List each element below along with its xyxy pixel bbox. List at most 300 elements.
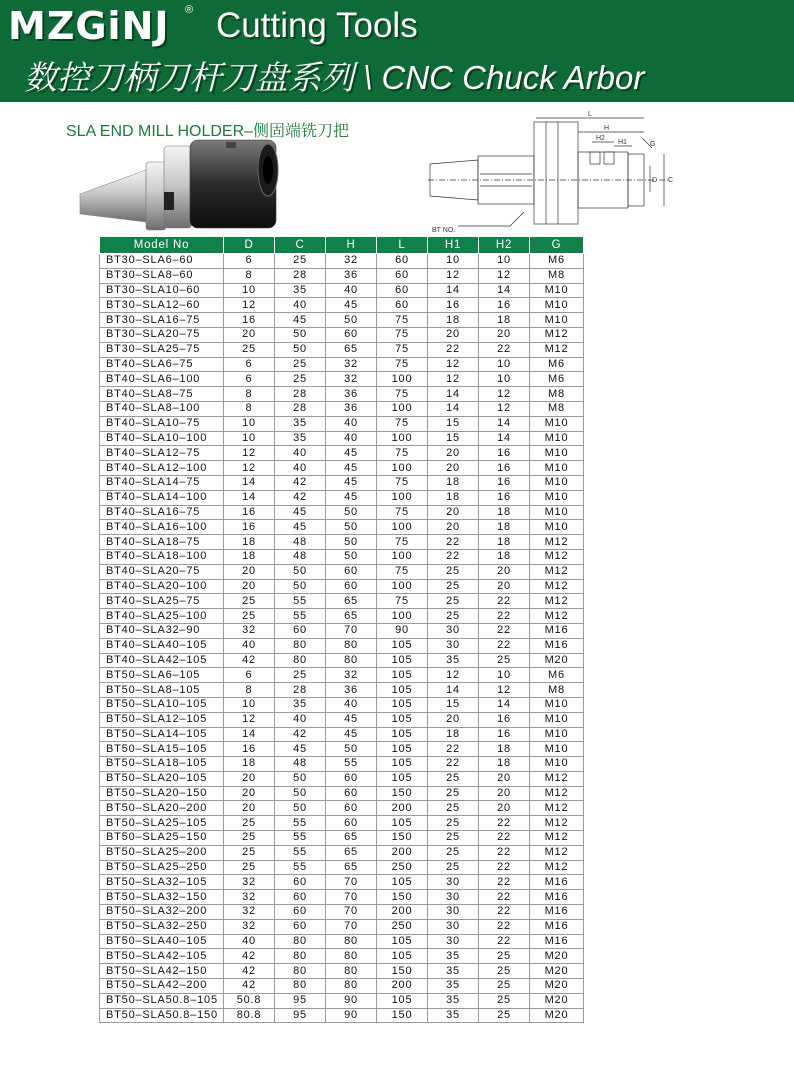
model-cell: BT50–SLA32–150 bbox=[100, 890, 224, 905]
model-cell: BT30–SLA16–75 bbox=[100, 313, 224, 328]
h2-cell: 10 bbox=[479, 668, 530, 683]
table-row bbox=[100, 993, 584, 1008]
d-cell: 20 bbox=[224, 564, 275, 579]
l-cell: 60 bbox=[377, 254, 428, 269]
g-cell: M10 bbox=[530, 697, 584, 712]
drawing-label-h1: H1 bbox=[618, 139, 627, 146]
c-cell: 35 bbox=[275, 416, 326, 431]
h1-cell: 30 bbox=[428, 638, 479, 653]
h-cell: 60 bbox=[326, 327, 377, 342]
h-cell: 36 bbox=[326, 683, 377, 698]
table-row bbox=[100, 786, 584, 801]
h1-cell: 22 bbox=[428, 742, 479, 757]
h1-cell: 20 bbox=[428, 712, 479, 727]
table-row bbox=[100, 949, 584, 964]
h2-cell: 18 bbox=[479, 520, 530, 535]
table-row bbox=[100, 742, 584, 757]
c-cell: 50 bbox=[275, 771, 326, 786]
table-row bbox=[100, 416, 584, 431]
h2-cell: 25 bbox=[479, 949, 530, 964]
g-cell: M20 bbox=[530, 1008, 584, 1023]
g-cell: M10 bbox=[530, 298, 584, 313]
l-cell: 105 bbox=[377, 816, 428, 831]
l-cell: 150 bbox=[377, 964, 428, 979]
table-row bbox=[100, 638, 584, 653]
h2-cell: 16 bbox=[479, 475, 530, 490]
model-cell: BT40–SLA10–100 bbox=[100, 431, 224, 446]
model-cell: BT40–SLA40–105 bbox=[100, 638, 224, 653]
h2-cell: 18 bbox=[479, 313, 530, 328]
h-cell: 65 bbox=[326, 609, 377, 624]
h-cell: 45 bbox=[326, 298, 377, 313]
c-cell: 25 bbox=[275, 668, 326, 683]
l-cell: 150 bbox=[377, 1008, 428, 1023]
h-cell: 80 bbox=[326, 979, 377, 994]
l-cell: 105 bbox=[377, 638, 428, 653]
g-cell: M20 bbox=[530, 964, 584, 979]
column-header-model: Model No bbox=[100, 237, 224, 254]
c-cell: 45 bbox=[275, 313, 326, 328]
h2-cell: 12 bbox=[479, 401, 530, 416]
h1-cell: 25 bbox=[428, 816, 479, 831]
h-cell: 70 bbox=[326, 890, 377, 905]
table-row bbox=[100, 609, 584, 624]
table-row bbox=[100, 431, 584, 446]
h2-cell: 22 bbox=[479, 934, 530, 949]
h-cell: 70 bbox=[326, 875, 377, 890]
c-cell: 55 bbox=[275, 816, 326, 831]
h2-cell: 20 bbox=[479, 801, 530, 816]
h-cell: 45 bbox=[326, 446, 377, 461]
l-cell: 60 bbox=[377, 283, 428, 298]
h2-cell: 18 bbox=[479, 549, 530, 564]
l-cell: 105 bbox=[377, 712, 428, 727]
h-cell: 55 bbox=[326, 757, 377, 772]
g-cell: M12 bbox=[530, 860, 584, 875]
model-cell: BT30–SLA12–60 bbox=[100, 298, 224, 313]
model-cell: BT50–SLA50.8–105 bbox=[100, 993, 224, 1008]
h-cell: 70 bbox=[326, 905, 377, 920]
d-cell: 14 bbox=[224, 490, 275, 505]
g-cell: M8 bbox=[530, 387, 584, 402]
g-cell: M16 bbox=[530, 875, 584, 890]
model-cell: BT30–SLA25–75 bbox=[100, 342, 224, 357]
model-cell: BT50–SLA10–105 bbox=[100, 697, 224, 712]
h2-cell: 14 bbox=[479, 697, 530, 712]
d-cell: 42 bbox=[224, 653, 275, 668]
h1-cell: 22 bbox=[428, 757, 479, 772]
d-cell: 25 bbox=[224, 609, 275, 624]
table-row bbox=[100, 475, 584, 490]
h1-cell: 25 bbox=[428, 609, 479, 624]
series-title: 数控刀柄刀杆刀盘系列 \ CNC Chuck Arbor bbox=[24, 59, 645, 96]
h2-cell: 10 bbox=[479, 372, 530, 387]
l-cell: 105 bbox=[377, 697, 428, 712]
h1-cell: 12 bbox=[428, 372, 479, 387]
l-cell: 105 bbox=[377, 683, 428, 698]
model-cell: BT40–SLA14–100 bbox=[100, 490, 224, 505]
product-photo bbox=[76, 136, 282, 236]
h-cell: 40 bbox=[326, 431, 377, 446]
d-cell: 8 bbox=[224, 387, 275, 402]
g-cell: M20 bbox=[530, 949, 584, 964]
h2-cell: 18 bbox=[479, 757, 530, 772]
drawing-label-h: H bbox=[604, 125, 610, 132]
g-cell: M6 bbox=[530, 254, 584, 269]
h-cell: 65 bbox=[326, 831, 377, 846]
g-cell: M20 bbox=[530, 653, 584, 668]
h-cell: 45 bbox=[326, 712, 377, 727]
l-cell: 200 bbox=[377, 905, 428, 920]
d-cell: 12 bbox=[224, 298, 275, 313]
column-header-d: D bbox=[224, 237, 275, 254]
model-cell: BT50–SLA32–250 bbox=[100, 919, 224, 934]
h2-cell: 25 bbox=[479, 979, 530, 994]
c-cell: 40 bbox=[275, 446, 326, 461]
h1-cell: 20 bbox=[428, 446, 479, 461]
l-cell: 75 bbox=[377, 416, 428, 431]
model-cell: BT40–SLA12–75 bbox=[100, 446, 224, 461]
d-cell: 32 bbox=[224, 875, 275, 890]
h1-cell: 18 bbox=[428, 475, 479, 490]
h2-cell: 25 bbox=[479, 653, 530, 668]
g-cell: M16 bbox=[530, 623, 584, 638]
d-cell: 25 bbox=[224, 831, 275, 846]
h2-cell: 22 bbox=[479, 609, 530, 624]
g-cell: M16 bbox=[530, 919, 584, 934]
g-cell: M10 bbox=[530, 742, 584, 757]
model-cell: BT50–SLA42–200 bbox=[100, 979, 224, 994]
c-cell: 50 bbox=[275, 327, 326, 342]
h2-cell: 25 bbox=[479, 993, 530, 1008]
l-cell: 75 bbox=[377, 446, 428, 461]
l-cell: 75 bbox=[377, 387, 428, 402]
g-cell: M12 bbox=[530, 801, 584, 816]
h-cell: 40 bbox=[326, 283, 377, 298]
table-row bbox=[100, 564, 584, 579]
c-cell: 42 bbox=[275, 475, 326, 490]
h2-cell: 12 bbox=[479, 387, 530, 402]
table-row bbox=[100, 831, 584, 846]
d-cell: 16 bbox=[224, 313, 275, 328]
d-cell: 50.8 bbox=[224, 993, 275, 1008]
l-cell: 105 bbox=[377, 653, 428, 668]
c-cell: 42 bbox=[275, 490, 326, 505]
c-cell: 45 bbox=[275, 520, 326, 535]
g-cell: M10 bbox=[530, 757, 584, 772]
model-cell: BT50–SLA8–105 bbox=[100, 683, 224, 698]
table-header-row bbox=[100, 237, 584, 254]
h2-cell: 22 bbox=[479, 875, 530, 890]
brand-logo: MZGiNJ bbox=[8, 4, 170, 48]
c-cell: 60 bbox=[275, 905, 326, 920]
column-header-c: C bbox=[275, 237, 326, 254]
l-cell: 75 bbox=[377, 505, 428, 520]
spec-table bbox=[99, 236, 584, 1023]
d-cell: 16 bbox=[224, 505, 275, 520]
h1-cell: 18 bbox=[428, 313, 479, 328]
d-cell: 25 bbox=[224, 594, 275, 609]
table-row bbox=[100, 979, 584, 994]
h1-cell: 25 bbox=[428, 771, 479, 786]
l-cell: 105 bbox=[377, 934, 428, 949]
h-cell: 32 bbox=[326, 668, 377, 683]
h1-cell: 12 bbox=[428, 268, 479, 283]
h-cell: 50 bbox=[326, 535, 377, 550]
h2-cell: 22 bbox=[479, 594, 530, 609]
h2-cell: 14 bbox=[479, 416, 530, 431]
h2-cell: 20 bbox=[479, 564, 530, 579]
table-row bbox=[100, 1008, 584, 1023]
h1-cell: 25 bbox=[428, 860, 479, 875]
h2-cell: 16 bbox=[479, 461, 530, 476]
l-cell: 105 bbox=[377, 993, 428, 1008]
model-cell: BT50–SLA50.8–150 bbox=[100, 1008, 224, 1023]
h2-cell: 22 bbox=[479, 638, 530, 653]
l-cell: 150 bbox=[377, 890, 428, 905]
c-cell: 50 bbox=[275, 801, 326, 816]
model-cell: BT50–SLA32–200 bbox=[100, 905, 224, 920]
table-row bbox=[100, 327, 584, 342]
g-cell: M10 bbox=[530, 520, 584, 535]
c-cell: 55 bbox=[275, 831, 326, 846]
model-cell: BT30–SLA8–60 bbox=[100, 268, 224, 283]
technical-drawing bbox=[428, 108, 690, 236]
h1-cell: 20 bbox=[428, 520, 479, 535]
l-cell: 75 bbox=[377, 313, 428, 328]
table-row bbox=[100, 520, 584, 535]
table-row bbox=[100, 668, 584, 683]
c-cell: 60 bbox=[275, 875, 326, 890]
g-cell: M12 bbox=[530, 816, 584, 831]
h1-cell: 25 bbox=[428, 831, 479, 846]
h-cell: 65 bbox=[326, 860, 377, 875]
c-cell: 60 bbox=[275, 623, 326, 638]
model-cell: BT40–SLA32–90 bbox=[100, 623, 224, 638]
h2-cell: 22 bbox=[479, 831, 530, 846]
table-row bbox=[100, 801, 584, 816]
g-cell: M6 bbox=[530, 372, 584, 387]
model-cell: BT50–SLA25–200 bbox=[100, 845, 224, 860]
h1-cell: 22 bbox=[428, 535, 479, 550]
model-cell: BT40–SLA18–75 bbox=[100, 535, 224, 550]
h-cell: 36 bbox=[326, 401, 377, 416]
h1-cell: 30 bbox=[428, 934, 479, 949]
drawing-label-c: C bbox=[668, 177, 674, 184]
model-cell: BT50–SLA25–105 bbox=[100, 816, 224, 831]
h2-cell: 10 bbox=[479, 357, 530, 372]
h-cell: 50 bbox=[326, 520, 377, 535]
c-cell: 50 bbox=[275, 564, 326, 579]
h2-cell: 20 bbox=[479, 579, 530, 594]
d-cell: 18 bbox=[224, 757, 275, 772]
h2-cell: 22 bbox=[479, 890, 530, 905]
d-cell: 25 bbox=[224, 816, 275, 831]
c-cell: 55 bbox=[275, 594, 326, 609]
table-row bbox=[100, 283, 584, 298]
l-cell: 75 bbox=[377, 564, 428, 579]
g-cell: M12 bbox=[530, 786, 584, 801]
g-cell: M10 bbox=[530, 475, 584, 490]
h2-cell: 22 bbox=[479, 905, 530, 920]
c-cell: 55 bbox=[275, 609, 326, 624]
h2-cell: 16 bbox=[479, 298, 530, 313]
h2-cell: 25 bbox=[479, 1008, 530, 1023]
h-cell: 70 bbox=[326, 623, 377, 638]
h1-cell: 10 bbox=[428, 254, 479, 269]
table-row bbox=[100, 594, 584, 609]
l-cell: 100 bbox=[377, 549, 428, 564]
model-cell: BT40–SLA8–100 bbox=[100, 401, 224, 416]
model-cell: BT50–SLA15–105 bbox=[100, 742, 224, 757]
g-cell: M12 bbox=[530, 579, 584, 594]
d-cell: 8 bbox=[224, 401, 275, 416]
h2-cell: 16 bbox=[479, 712, 530, 727]
h2-cell: 22 bbox=[479, 816, 530, 831]
h1-cell: 18 bbox=[428, 727, 479, 742]
model-cell: BT50–SLA40–105 bbox=[100, 934, 224, 949]
model-cell: BT40–SLA25–100 bbox=[100, 609, 224, 624]
g-cell: M16 bbox=[530, 890, 584, 905]
c-cell: 25 bbox=[275, 357, 326, 372]
g-cell: M10 bbox=[530, 461, 584, 476]
l-cell: 100 bbox=[377, 372, 428, 387]
h1-cell: 14 bbox=[428, 283, 479, 298]
g-cell: M10 bbox=[530, 431, 584, 446]
table-row bbox=[100, 372, 584, 387]
d-cell: 18 bbox=[224, 549, 275, 564]
c-cell: 28 bbox=[275, 401, 326, 416]
c-cell: 48 bbox=[275, 535, 326, 550]
d-cell: 42 bbox=[224, 964, 275, 979]
model-cell: BT40–SLA16–75 bbox=[100, 505, 224, 520]
h1-cell: 16 bbox=[428, 298, 479, 313]
d-cell: 16 bbox=[224, 520, 275, 535]
c-cell: 42 bbox=[275, 727, 326, 742]
h2-cell: 14 bbox=[479, 431, 530, 446]
g-cell: M10 bbox=[530, 490, 584, 505]
h1-cell: 15 bbox=[428, 416, 479, 431]
c-cell: 25 bbox=[275, 254, 326, 269]
model-cell: BT50–SLA12–105 bbox=[100, 712, 224, 727]
table-row bbox=[100, 697, 584, 712]
h-cell: 32 bbox=[326, 357, 377, 372]
h-cell: 36 bbox=[326, 387, 377, 402]
model-cell: BT40–SLA12–100 bbox=[100, 461, 224, 476]
column-header-h2: H2 bbox=[479, 237, 530, 254]
table-row bbox=[100, 816, 584, 831]
d-cell: 12 bbox=[224, 446, 275, 461]
header-banner bbox=[0, 0, 794, 102]
d-cell: 8 bbox=[224, 683, 275, 698]
l-cell: 200 bbox=[377, 801, 428, 816]
c-cell: 55 bbox=[275, 845, 326, 860]
table-row bbox=[100, 712, 584, 727]
drawing-label-bt: BT NO. bbox=[432, 227, 456, 234]
c-cell: 35 bbox=[275, 697, 326, 712]
l-cell: 105 bbox=[377, 771, 428, 786]
g-cell: M6 bbox=[530, 357, 584, 372]
c-cell: 95 bbox=[275, 1008, 326, 1023]
l-cell: 100 bbox=[377, 461, 428, 476]
l-cell: 105 bbox=[377, 757, 428, 772]
c-cell: 60 bbox=[275, 890, 326, 905]
model-cell: BT30–SLA10–60 bbox=[100, 283, 224, 298]
h1-cell: 18 bbox=[428, 490, 479, 505]
table-row bbox=[100, 905, 584, 920]
table-row bbox=[100, 683, 584, 698]
model-cell: BT50–SLA6–105 bbox=[100, 668, 224, 683]
l-cell: 75 bbox=[377, 342, 428, 357]
h1-cell: 25 bbox=[428, 564, 479, 579]
model-cell: BT50–SLA32–105 bbox=[100, 875, 224, 890]
h-cell: 90 bbox=[326, 993, 377, 1008]
model-cell: BT40–SLA6–75 bbox=[100, 357, 224, 372]
model-cell: BT50–SLA20–200 bbox=[100, 801, 224, 816]
model-cell: BT40–SLA18–100 bbox=[100, 549, 224, 564]
d-cell: 20 bbox=[224, 801, 275, 816]
c-cell: 25 bbox=[275, 372, 326, 387]
model-cell: BT40–SLA10–75 bbox=[100, 416, 224, 431]
h2-cell: 22 bbox=[479, 845, 530, 860]
h-cell: 32 bbox=[326, 254, 377, 269]
h-cell: 45 bbox=[326, 461, 377, 476]
d-cell: 40 bbox=[224, 934, 275, 949]
d-cell: 42 bbox=[224, 949, 275, 964]
l-cell: 250 bbox=[377, 860, 428, 875]
c-cell: 40 bbox=[275, 298, 326, 313]
table-row bbox=[100, 461, 584, 476]
l-cell: 105 bbox=[377, 875, 428, 890]
h1-cell: 35 bbox=[428, 653, 479, 668]
g-cell: M8 bbox=[530, 401, 584, 416]
h1-cell: 15 bbox=[428, 697, 479, 712]
h-cell: 80 bbox=[326, 653, 377, 668]
l-cell: 200 bbox=[377, 979, 428, 994]
l-cell: 200 bbox=[377, 845, 428, 860]
table-row bbox=[100, 401, 584, 416]
h1-cell: 14 bbox=[428, 401, 479, 416]
c-cell: 80 bbox=[275, 638, 326, 653]
h1-cell: 30 bbox=[428, 875, 479, 890]
h1-cell: 25 bbox=[428, 845, 479, 860]
h1-cell: 14 bbox=[428, 387, 479, 402]
d-cell: 18 bbox=[224, 535, 275, 550]
model-cell: BT40–SLA16–100 bbox=[100, 520, 224, 535]
product-title: SLA END MILL HOLDER–侧固端铣刀把 bbox=[66, 123, 350, 140]
g-cell: M12 bbox=[530, 594, 584, 609]
table-body bbox=[100, 254, 584, 1023]
h-cell: 65 bbox=[326, 594, 377, 609]
g-cell: M12 bbox=[530, 549, 584, 564]
h2-cell: 12 bbox=[479, 683, 530, 698]
h2-cell: 10 bbox=[479, 254, 530, 269]
l-cell: 75 bbox=[377, 357, 428, 372]
d-cell: 16 bbox=[224, 742, 275, 757]
h2-cell: 22 bbox=[479, 623, 530, 638]
g-cell: M20 bbox=[530, 979, 584, 994]
h-cell: 65 bbox=[326, 342, 377, 357]
h1-cell: 12 bbox=[428, 357, 479, 372]
h-cell: 60 bbox=[326, 771, 377, 786]
column-header-h1: H1 bbox=[428, 237, 479, 254]
h2-cell: 22 bbox=[479, 860, 530, 875]
column-header-l: L bbox=[377, 237, 428, 254]
model-cell: BT50–SLA18–105 bbox=[100, 757, 224, 772]
h1-cell: 25 bbox=[428, 579, 479, 594]
d-cell: 80.8 bbox=[224, 1008, 275, 1023]
table-row bbox=[100, 875, 584, 890]
